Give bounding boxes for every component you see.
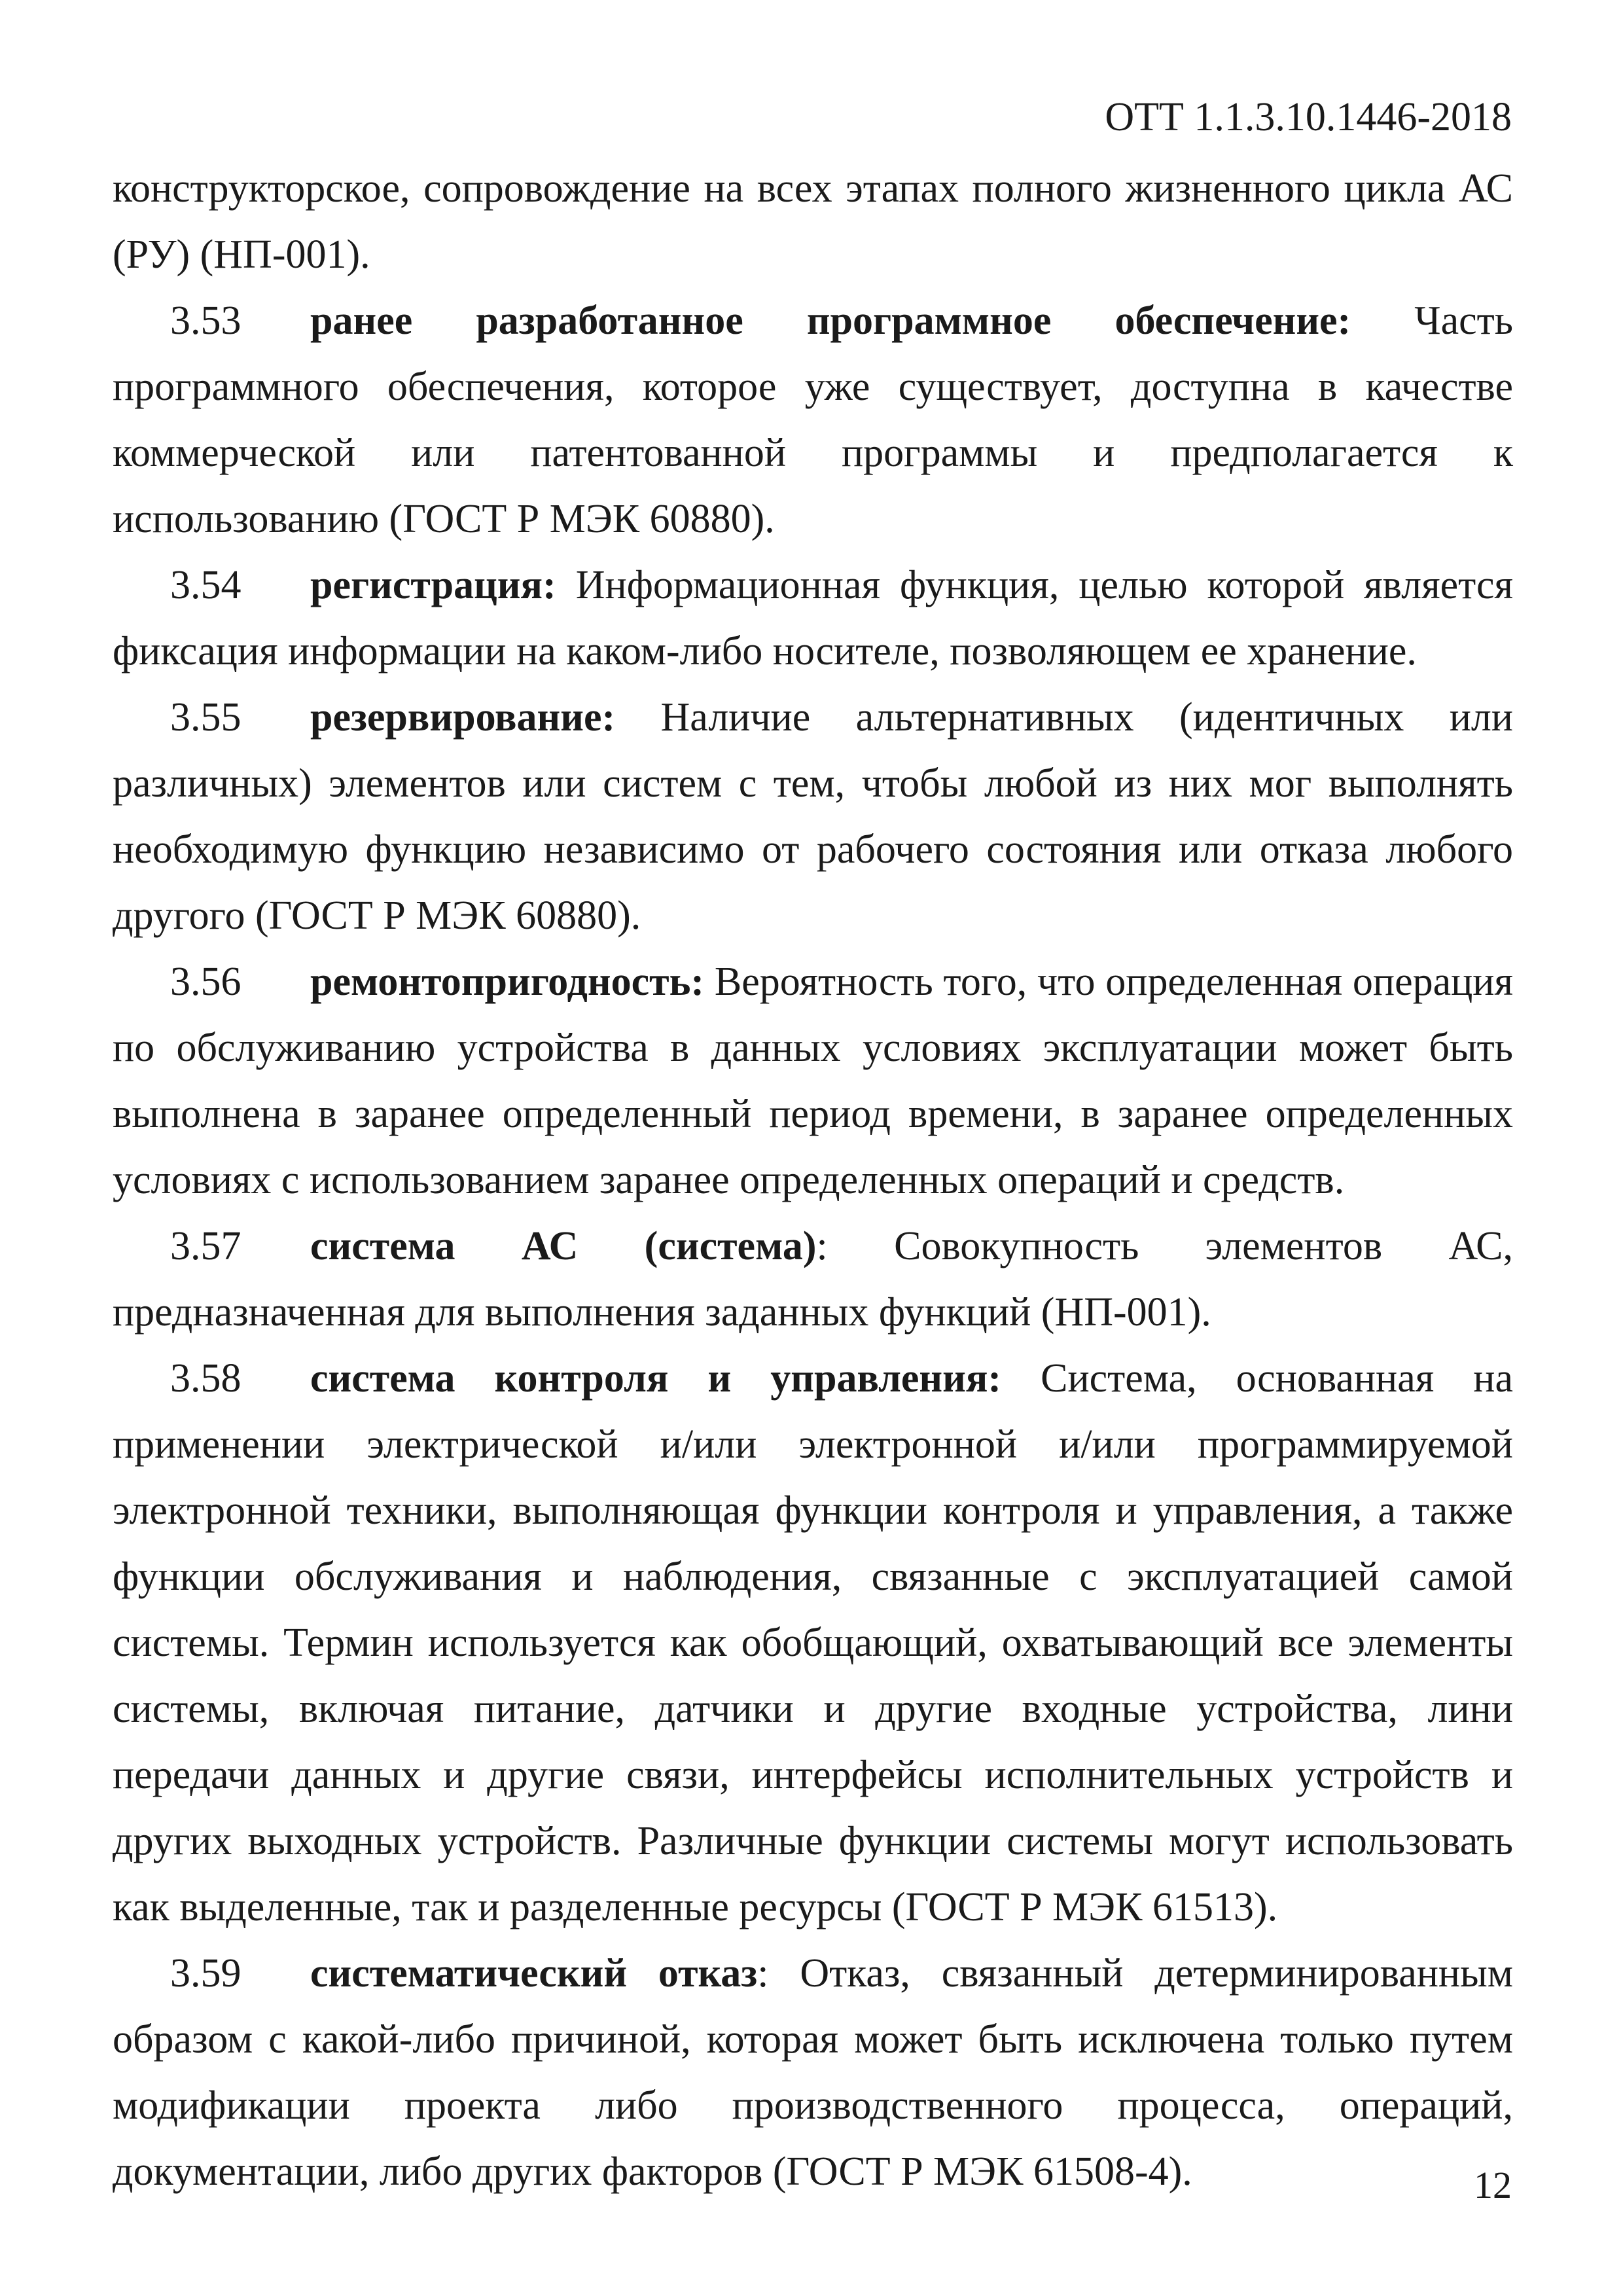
term-separator: : <box>816 1224 828 1268</box>
definition-3-55 <box>113 685 1513 949</box>
clause-number: 3.57 <box>170 1224 241 1268</box>
clause-number: 3.56 <box>170 960 241 1004</box>
term: ремонтопригодность: <box>310 960 705 1004</box>
definition-text: Информационная функция, целью которой является фиксация информации на каком-либо носителе, позволяющем ее хранение. <box>113 563 1513 673</box>
definition-3-58 <box>113 1346 1513 1941</box>
definition-text: Отказ, связанный детерминированным образом с какой-либо причиной, которая может быть исключена только путем модификации проекта либо производственного процесса, операций, документации, либо других факторов (ГОСТ Р МЭК 61508-4). <box>113 1951 1513 2194</box>
clause-number: 3.55 <box>170 695 241 740</box>
term: систематический отказ <box>310 1951 758 1996</box>
term: резервирование: <box>310 695 616 740</box>
definition-3-56 <box>113 949 1513 1213</box>
definition-text: Вероятность того, что определенная операция по обслуживанию устройства в данных условиях эксплуатации может быть выполнена в заранее определенный период времени, в заранее определенных условиях с использованием заранее определенных операций и средств. <box>113 960 1513 1202</box>
definition-3-53 <box>113 288 1513 552</box>
term: ранее разработанное программное обеспечение: <box>310 298 1351 343</box>
document-code: ОТТ 1.1.3.10.1446-2018 <box>1105 95 1512 139</box>
clause-number: 3.58 <box>170 1356 241 1401</box>
definition-3-57 <box>113 1213 1513 1346</box>
clause-number: 3.59 <box>170 1951 241 1996</box>
definition-text: Наличие альтернативных (идентичных или различных) элементов или систем с тем, чтобы любой из них мог выполнять необходимую функцию независимо от рабочего состояния или отказа любого другого (ГОСТ Р МЭК 60880). <box>113 695 1513 938</box>
term: система АС (система) <box>310 1224 817 1268</box>
continuation-paragraph: конструкторское, сопровождение на всех этапах полного жизненного цикла АС (РУ) (НП-001). <box>113 166 1513 277</box>
term: регистрация: <box>310 563 556 607</box>
document-body <box>113 156 1513 2205</box>
term-separator: : <box>757 1951 769 1996</box>
page-number: 12 <box>1474 2164 1512 2206</box>
clause-number: 3.53 <box>170 298 241 343</box>
term: система контроля и управления: <box>310 1356 1002 1401</box>
definition-3-54 <box>113 552 1513 685</box>
clause-number: 3.54 <box>170 563 241 607</box>
definition-3-59 <box>113 1941 1513 2205</box>
definition-text: Совокупность элементов АС, предназначенная для выполнения заданных функций (НП-001). <box>113 1224 1514 1335</box>
definition-text: Часть программного обеспечения, которое уже существует, доступна в качестве коммерческой или патентованной программы и предполагается к использованию (ГОСТ Р МЭК 60880). <box>113 298 1513 541</box>
definition-text: Система, основанная на применении электрической и/или электронной и/или программируемой электронной техники, выполняющая функции контроля и управления, а также функции обслуживания и наблюдения, связанные с эксплуатацией самой системы. Термин используется как обобщающий, охватывающий все элементы системы, включая питание, датчики и другие входные устройства, лини передачи данных и другие связи, интерфейсы исполнительных устройств и других выходных устройств. Различные функции системы могут использовать как выделенные, так и разделенные ресурсы (ГОСТ Р МЭК 61513). <box>113 1356 1513 1929</box>
